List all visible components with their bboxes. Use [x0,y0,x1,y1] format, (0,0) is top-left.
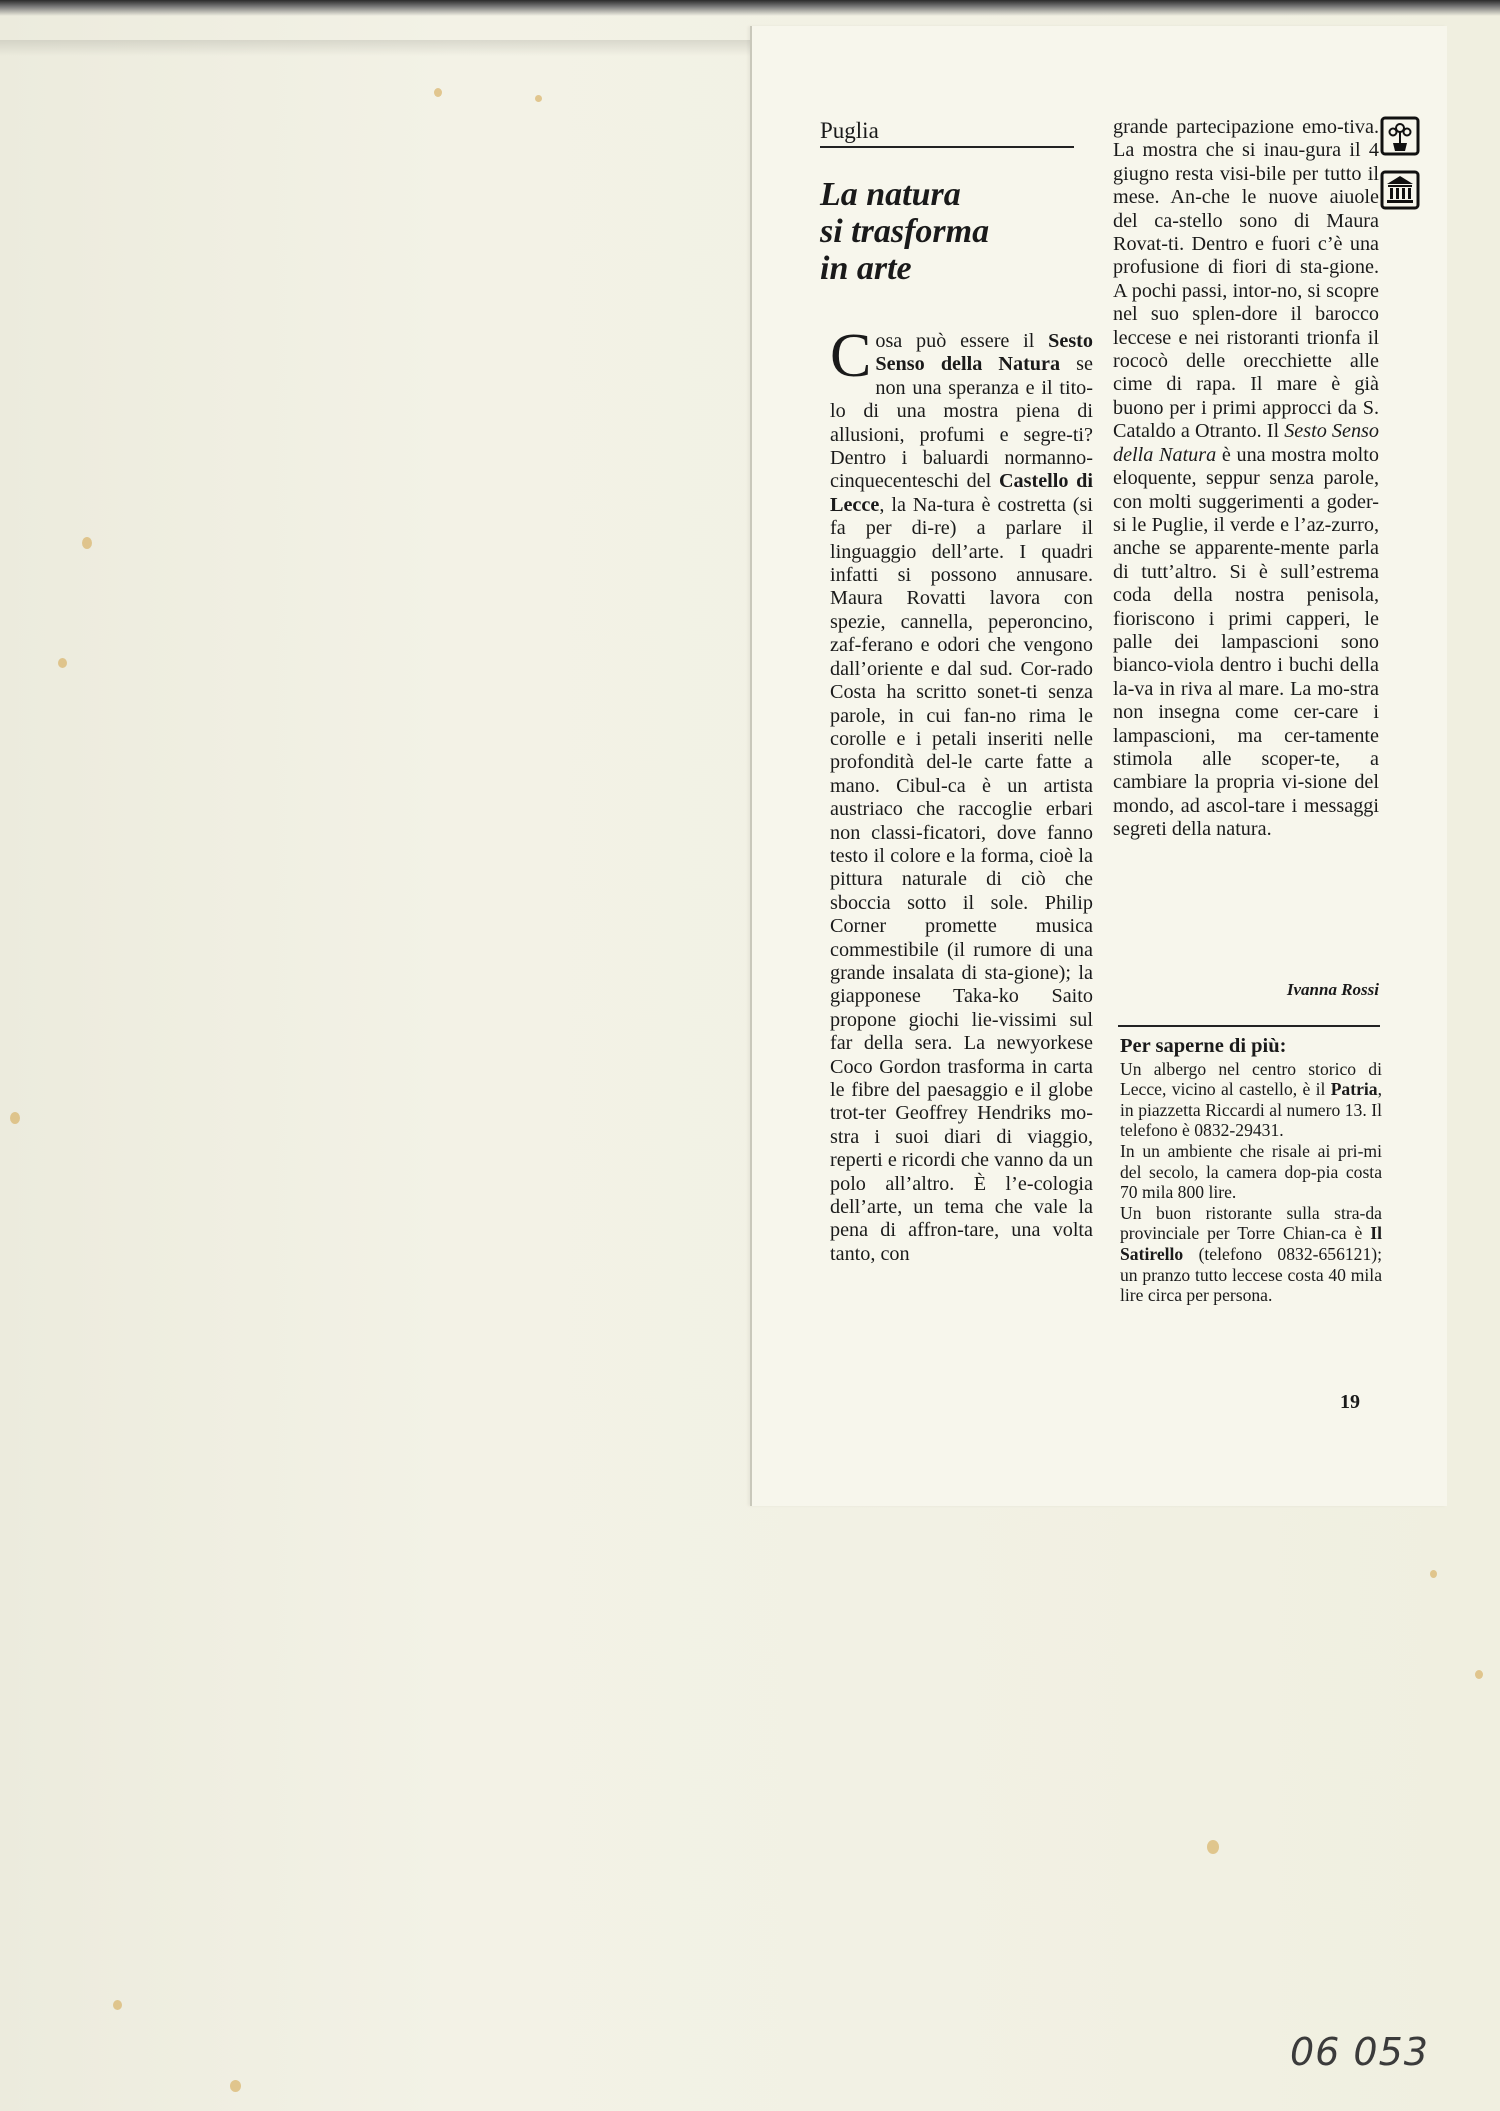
text-run: se non una speranza e il tito-lo di una mostra piena di allusioni, profumi e segre-ti? Dentro i baluardi normanno-cinquecenteschi del [830,353,1093,493]
article-column-2 [1113,116,1379,842]
bold-run: Castello di Lecce [830,470,1093,516]
text-run: osa può essere il [875,330,1049,352]
article-paragraph [1113,116,1379,842]
text-run: (telefono 0832-656121); un pranzo tutto leccese costa 40 mila lire circa per persona. [1120,1243,1382,1306]
bold-run: Il Satirello [1120,1223,1382,1264]
info-title: Per saperne di più: [1120,1035,1287,1057]
paper-stain [535,95,542,102]
drop-cap: C [830,322,872,390]
text-run: , in piazzetta Riccardi al numero 13. Il telefono è 0832-29431. [1120,1079,1382,1141]
page-top-edge [0,0,1500,16]
museum-icon [1380,170,1420,210]
text-run: , la Na-tura è costretta (si fa per di-re) a parlare il linguaggio dell’arte. I quadri infatti si possono annusare. Maura Rovatti lavora con spezie, cannella, peperoncino, zaf-ferano e odori che vengono dall’oriente e dal sud. Cor-rado Costa ha scritto sonet-ti senza parole, in cui fan-no rima le corolle e i petali inseriti nelle profondità del-le carte fatte a mano. Cibul-ca è un artista austriaco che raccoglie erbari non classi-ficatori, dove fanno testo il colore e la forma, cioè la pittura naturale di ciò che sboccia sotto il sole. Philip Corner promette musica commestibile (il rumore di una grande insalata di sta-gione); la giapponese Taka-ko Saito propone giochi lie-vissimi sul far della sera. La newyorkese Coco Gordon trasforma in carta le fibre del paesaggio e il globe trot-ter Geoffrey Hendriks mo-stra i suoi diari di viaggio, reperti e ricordi che vanno da un polo all’altro. È l’e-cologia dell’arte, un tema che vale la pena di affron-tare, una volta tanto, con [830,493,1093,1265]
headline-line: in arte [820,250,912,287]
text-run: Un buon ristorante sulla stra-da provinciale per Torre Chian-ca è [1120,1202,1382,1244]
headline-line: La natura [820,176,961,213]
archive-code: 06 053 [1290,2030,1429,2074]
bold-run: Sesto Senso della Natura [875,330,1093,376]
paper-stain [1430,1570,1437,1578]
article-paragraph [830,322,1093,1266]
text-run: Un albergo nel centro storico di Lecce, vicino al castello, è il [1120,1058,1382,1100]
paper-stain [113,2000,122,2010]
bold-run: Patria [1330,1079,1378,1100]
text-run: è una mostra molto eloquente, seppur senza parole, con molti suggerimenti a goder-si le Puglie, il verde e l’az-zurro, anche se apparente-mente parla di tutt’altro. Si è sull’estrema coda della nostra penisola, fioriscono i primi capperi, le palle dei lampascioni sono bianco-viola dentro i buchi della la-va in riva al mare. La mo-stra non insegna come cer-care i lampascioni, ma cer-tamente stimola alle scoper-te, a cambiare la propria vi-sione del mondo, ad ascol-tare i messaggi segreti della natura. [1113,443,1379,841]
paper-stain [58,658,67,668]
section-label: Puglia [820,118,1074,148]
paper-stain [434,88,442,97]
flower-icon [1380,116,1420,156]
info-box [1120,1036,1382,1306]
info-paragraph [1120,1203,1382,1306]
article-headline [820,176,1080,287]
paper-stain [10,1112,20,1124]
italic-run: Sesto Senso della Natura [1113,420,1379,466]
text-run: grande partecipazione emo-tiva. La mostra che si inau-gura il 4 giugno resta visi-bile per tutto il mese. An-che le nuove aiuole del ca-stello sono di Maura Rovat-ti. Dentro e fuori c’è una profusione di fiori di sta-gione. A pochi passi, intor-no, si scopre nel suo splen-dore il barocco leccese e nei ristoranti trionfa il rococò delle orecchiette alle cime di rapa. Il mare è già buono per i primi approcci da S. Cataldo a Otranto. Il [1113,116,1379,443]
info-paragraph [1120,1059,1382,1141]
page-number: 19 [1340,1391,1360,1413]
paper-stain [82,537,92,549]
author-signature: Ivanna Rossi [1286,980,1379,999]
headline-line: si trasforma [820,213,990,250]
paper-stain [230,2080,241,2092]
divider [1118,1025,1380,1027]
paper-stain [1475,1670,1483,1679]
info-paragraph: In un ambiente che risale ai pri-mi del secolo, la camera dop-pia costa 70 mila 800 lire. [1120,1140,1382,1203]
paper-stain [1207,1840,1219,1854]
article-column-1 [830,322,1093,1266]
